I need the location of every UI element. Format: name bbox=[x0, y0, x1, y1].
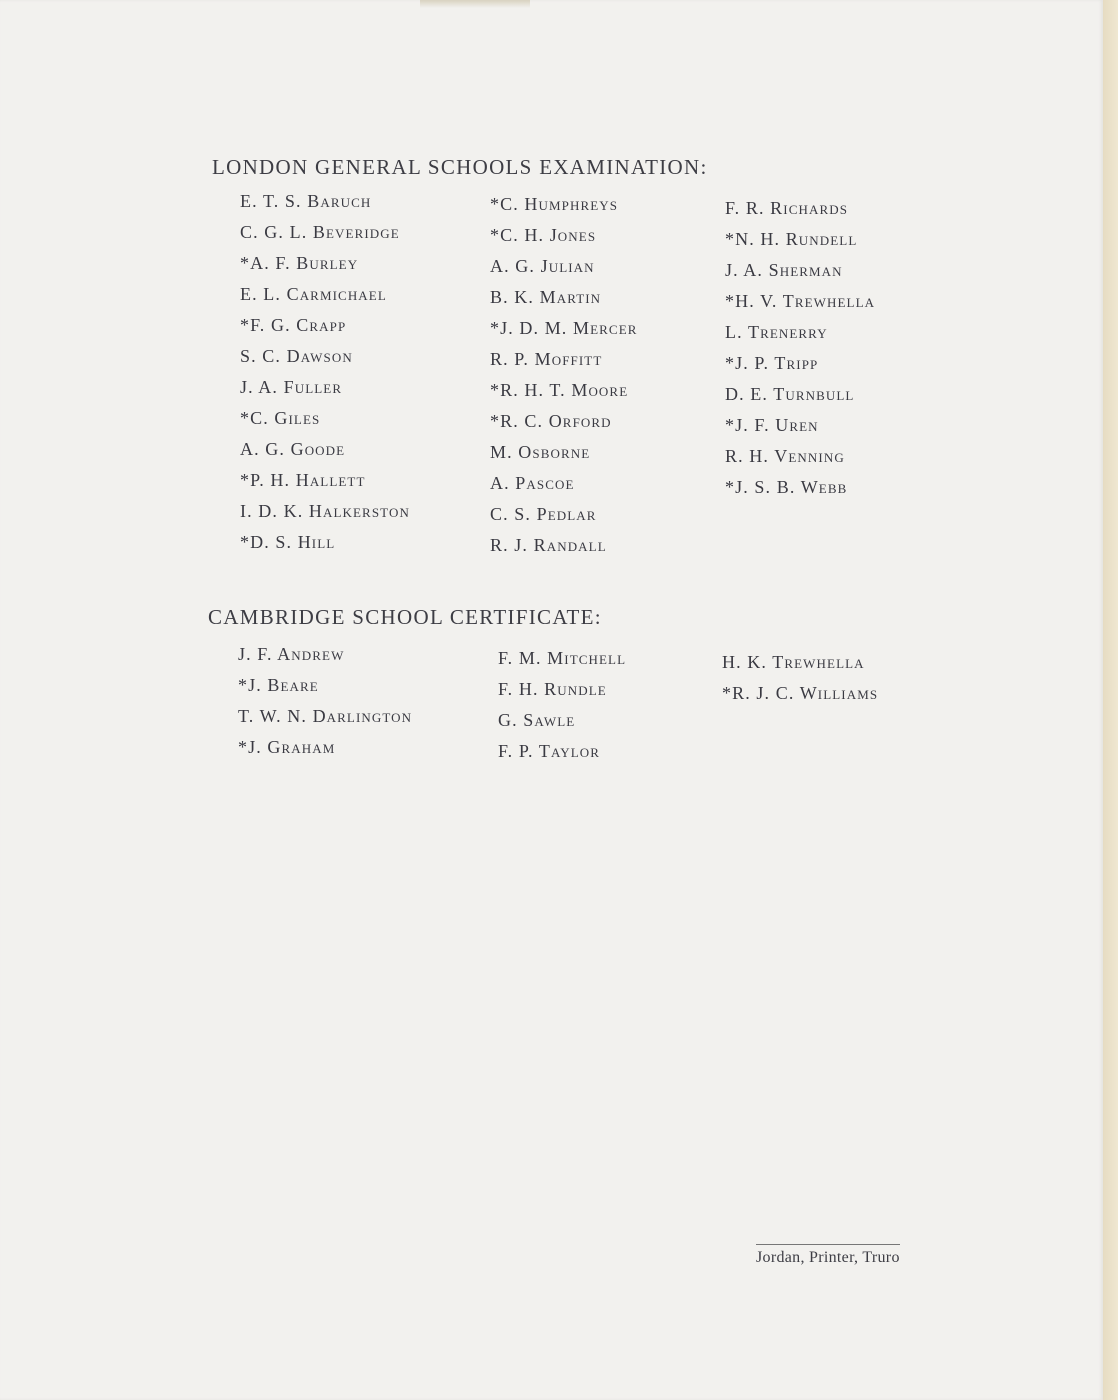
name-entry: R. P. Moffitt bbox=[490, 349, 603, 369]
name-entry: *R. J. C. Williams bbox=[722, 683, 879, 703]
name-entry: M. Osborne bbox=[490, 442, 591, 462]
name-entry: *C. Humphreys bbox=[490, 194, 619, 214]
name-entry: A. G. Goode bbox=[240, 439, 346, 459]
name-entry: R. J. Randall bbox=[490, 535, 607, 555]
cambridge-column-3 bbox=[722, 647, 878, 709]
name-entry: *F. G. Crapp bbox=[240, 315, 347, 335]
london-column-3 bbox=[725, 193, 875, 503]
name-entry: A. Pascoe bbox=[490, 473, 575, 493]
name-entry: *R. C. Orford bbox=[490, 411, 612, 431]
name-entry: C. S. Pedlar bbox=[490, 504, 597, 524]
name-entry: *N. H. Rundell bbox=[725, 229, 858, 249]
name-entry: *D. S. Hill bbox=[240, 532, 336, 552]
name-entry: *C. Giles bbox=[240, 408, 321, 428]
name-entry: C. G. L. Beveridge bbox=[240, 222, 400, 242]
name-entry: B. K. Martin bbox=[490, 287, 602, 307]
name-entry: *J. D. M. Mercer bbox=[490, 318, 638, 338]
name-entry: A. G. Julian bbox=[490, 256, 595, 276]
name-entry: *A. F. Burley bbox=[240, 253, 359, 273]
name-entry: R. H. Venning bbox=[725, 446, 845, 466]
name-entry: *C. H. Jones bbox=[490, 225, 597, 245]
name-entry: *J. Graham bbox=[238, 737, 336, 757]
page-shadow bbox=[420, 0, 530, 8]
name-entry: *J. S. B. Webb bbox=[725, 477, 848, 497]
london-column-1 bbox=[240, 186, 410, 558]
name-entry: T. W. N. Darlington bbox=[238, 706, 413, 726]
name-entry: J. A. Fuller bbox=[240, 377, 343, 397]
name-entry: L. Trenerry bbox=[725, 322, 828, 342]
cambridge-column-2 bbox=[498, 643, 626, 767]
name-entry: S. C. Dawson bbox=[240, 346, 353, 366]
name-entry: E. L. Carmichael bbox=[240, 284, 387, 304]
printer-imprint: Jordan, Printer, Truro bbox=[756, 1244, 900, 1267]
name-entry: F. R. Richards bbox=[725, 198, 849, 218]
name-entry: D. E. Turnbull bbox=[725, 384, 855, 404]
name-entry: *J. P. Tripp bbox=[725, 353, 819, 373]
name-entry: G. Sawle bbox=[498, 710, 576, 730]
name-entry: *J. F. Uren bbox=[725, 415, 819, 435]
name-entry: F. M. Mitchell bbox=[498, 648, 627, 668]
cambridge-column-1 bbox=[238, 639, 412, 763]
name-entry: J. F. Andrew bbox=[238, 644, 345, 664]
name-entry: J. A. Sherman bbox=[725, 260, 843, 280]
name-entry: *H. V. Trewhella bbox=[725, 291, 876, 311]
name-entry: I. D. K. Halkerston bbox=[240, 501, 410, 521]
name-entry: E. T. S. Baruch bbox=[240, 191, 372, 211]
name-entry: *P. H. Hallett bbox=[240, 470, 366, 490]
name-entry: *R. H. T. Moore bbox=[490, 380, 629, 400]
name-entry: F. P. Taylor bbox=[498, 741, 601, 761]
name-entry: H. K. Trewhella bbox=[722, 652, 865, 672]
name-entry: F. H. Rundle bbox=[498, 679, 607, 699]
london-column-2 bbox=[490, 189, 638, 561]
name-entry: *J. Beare bbox=[238, 675, 319, 695]
london-heading: LONDON GENERAL SCHOOLS EXAMINATION: bbox=[212, 155, 708, 179]
cambridge-heading: CAMBRIDGE SCHOOL CERTIFICATE: bbox=[208, 605, 602, 629]
page-edge bbox=[1103, 0, 1118, 1400]
